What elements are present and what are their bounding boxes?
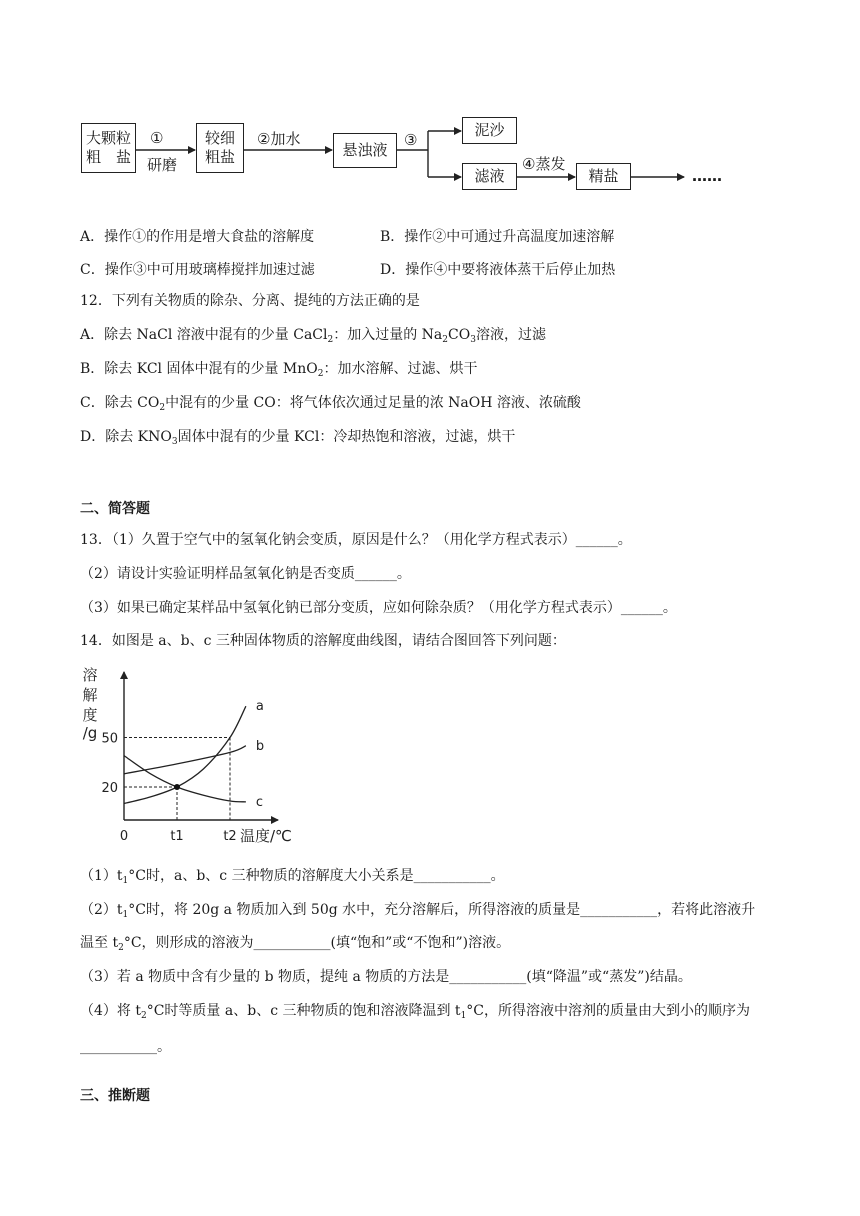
q12-option-c: C．除去 $CO_2$中混有的少量 CO：将气体依次通过足量的浓 NaOH 溶液、浓硫酸 <box>80 395 581 413</box>
suspension-box: 悬浊液 <box>333 133 397 168</box>
q14-part2-cont: 温至 $t_2^\circ C$，则形成的溶液为___________(填“饱和”或“不饱和”)溶液。 <box>80 935 511 953</box>
series-label-b: b <box>255 738 265 754</box>
y-tick-label: 50 <box>101 731 118 747</box>
sediment-box: 泥沙 <box>462 117 517 144</box>
q14-part4-cont: ___________。 <box>80 1039 171 1055</box>
y-axis-label-char: 溶 <box>82 666 98 684</box>
q13-part2: （2）请设计实验证明样品氢氧化钠是否变质______。 <box>80 566 411 582</box>
step2-label: ②加水 <box>257 130 301 148</box>
q12-stem: 12．下列有关物质的除杂、分离、提纯的方法正确的是 <box>80 293 420 309</box>
q13-part3: （3）如果已确定某样品中氢氧化钠已部分变质，应如何除杂质？（用化学方程式表示）______。 <box>80 600 677 616</box>
section2-title: 二、简答题 <box>80 501 150 517</box>
q11-option-a: A．操作①的作用是增大食盐的溶解度 <box>80 229 315 245</box>
series-label-c: c <box>255 794 264 810</box>
x-tick-label: t1 <box>170 829 184 844</box>
q13-part1: 13．（1）久置于空气中的氢氧化钠会变质，原因是什么？（用化学方程式表示）______。 <box>80 532 632 548</box>
q11-option-c: C．操作③中可用玻璃棒搅拌加速过滤 <box>80 262 315 278</box>
series-curve-a <box>124 706 246 803</box>
y-axis-label-char: 解 <box>82 686 98 704</box>
step1-label: 研磨 <box>147 156 178 174</box>
filtrate-box: 滤液 <box>462 163 517 190</box>
y-tick-label: 20 <box>101 781 118 796</box>
x-tick-label: t2 <box>223 829 237 844</box>
origin-label: 0 <box>119 829 129 844</box>
q14-part3: （3）若 a 物质中含有少量的 b 物质，提纯 a 物质的方法是___________(填“降温”或“蒸发”)结晶。 <box>80 969 692 985</box>
q14-stem: 14．如图是 a、b、c 三种固体物质的溶解度曲线图，请结合图回答下列问题： <box>80 633 566 649</box>
coarse-salt-box: 大颗粒 粗 盐 <box>81 123 136 173</box>
step1-number: ① <box>150 129 164 147</box>
q14-part2: $(2)t_1^\circ C$时，将 20g a 物质加入到 50g 水中，充分溶解后，所得溶液的质量是___________，若将此溶液升 <box>80 902 756 920</box>
q11-option-d: D．操作④中要将液体蒸干后停止加热 <box>380 262 616 278</box>
x-axis-label: 温度/℃ <box>240 827 292 845</box>
q14-part1: $(1)t_1^\circ C$时，a、b、c 三种物质的溶解度大小关系是___________。 <box>80 868 505 886</box>
q12-option-a: A．除去 NaCl 溶液中混有的少量 CaCl$_2$：加入过量的 $Na_2CO_3$溶液，过滤 <box>80 327 546 345</box>
section3-title: 三、推断题 <box>80 1088 150 1104</box>
solubility-chart <box>80 660 300 850</box>
refined-salt-box: 精盐 <box>576 163 631 190</box>
flow-ellipsis: …… <box>692 167 722 185</box>
q12-option-b: B．除去 KCl 固体中混有的少量 MnO$_2$：加水溶解、过滤、烘干 <box>80 361 478 379</box>
y-axis-label-char: 度 <box>82 706 98 724</box>
step3-number: ③ <box>404 131 418 149</box>
flow-arrows <box>0 0 860 220</box>
series-label-a: a <box>255 699 264 715</box>
intersection-point <box>174 784 180 790</box>
q14-part4: （4）将 $t_2^\circ C$时等质量 a、b、c 三种物质的饱和溶液降温到 $t_1^\circ C$，所得溶液中溶剂的质量由大到小的顺序为 <box>80 1003 751 1021</box>
q12-option-d: D．除去 $KNO_3$固体中混有的少量 KCl：冷却热饱和溶液，过滤，烘干 <box>80 429 516 447</box>
series-curve-b <box>124 746 246 774</box>
fine-salt-box: 较细 粗盐 <box>196 123 244 173</box>
q11-option-b: B．操作②中可通过升高温度加速溶解 <box>380 229 615 245</box>
step4-label: ④蒸发 <box>522 155 566 173</box>
y-axis-label-char: /g <box>82 724 98 742</box>
